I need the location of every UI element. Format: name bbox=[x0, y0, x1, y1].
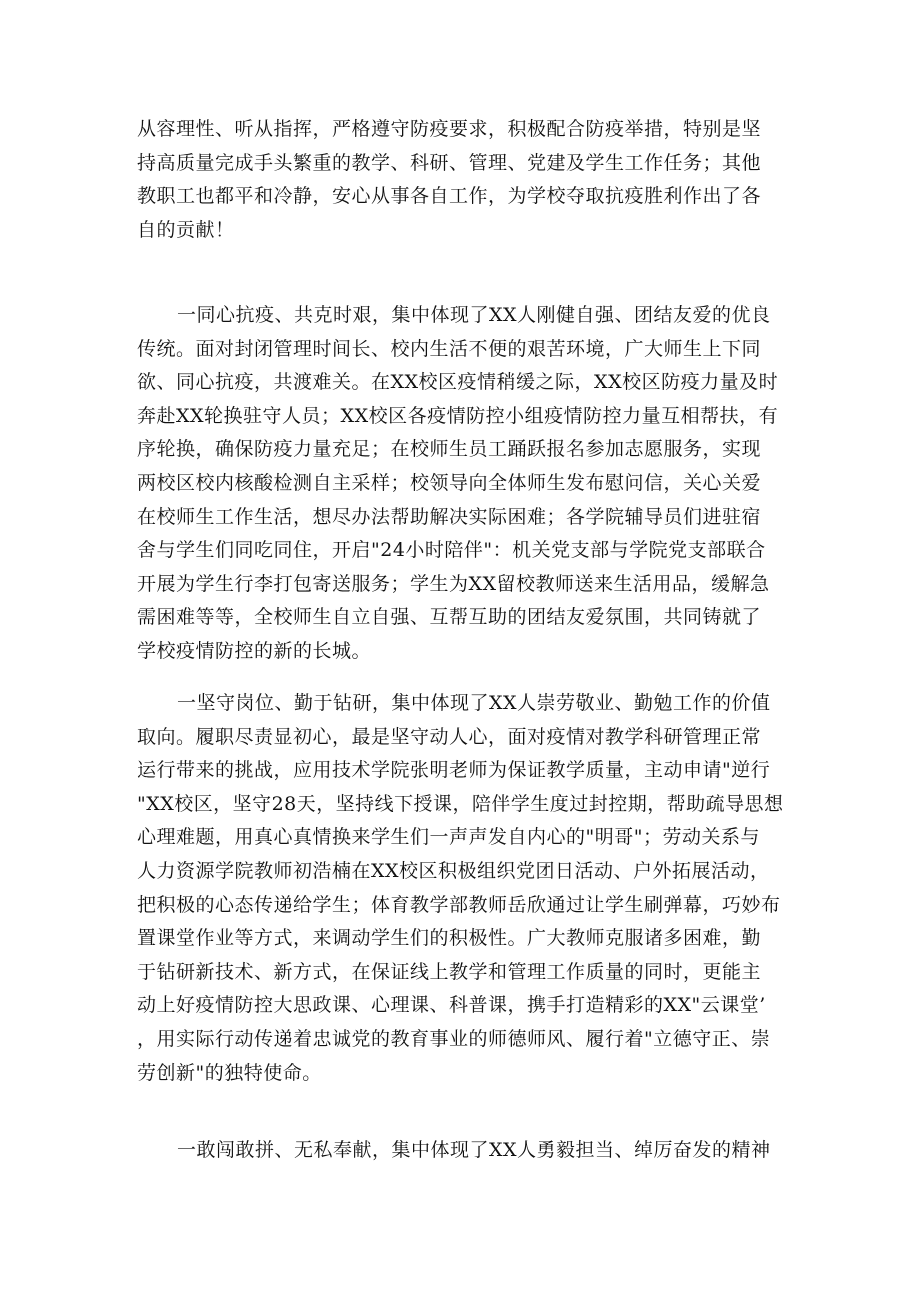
text-line: 一坚守岗位、勤于钻研，集中体现了XX人崇劳敬业、勤勉工作的价值 bbox=[177, 692, 771, 714]
text-line: "XX校区，坚守28天，坚持线下授课，陪伴学生度过封控期，帮助疏导思想 bbox=[137, 792, 784, 815]
paragraph-courage bbox=[137, 1134, 783, 1168]
text-line: 持高质量完成手头繁重的教学、科研、管理、党建及学生工作任务；其他 bbox=[137, 151, 762, 174]
text-line: 序轮换，确保防疫力量充足；在校师生员工踊跃报名参加志愿服务，实现 bbox=[137, 438, 762, 461]
text-line: 取向。履职尽责显初心，最是坚守动人心，面对疫情对教学科研管理正常 bbox=[137, 725, 762, 748]
text-line: 人力资源学院教师初浩楠在XX校区积极组织党团日活动、户外拓展活动， bbox=[137, 859, 770, 882]
paragraph-solidarity bbox=[137, 299, 783, 669]
text-line: 传统。面对封闭管理时间长、校内生活不便的艰苦环境，广大师生上下同 bbox=[137, 337, 762, 360]
text-line: 置课堂作业等方式，来调动学生们的积极性。广大教师克服诸多困难，勤 bbox=[137, 927, 762, 950]
text-line: 从容理性、听从指挥，严格遵守防疫要求，积极配合防疫举措，特别是坚 bbox=[137, 118, 762, 140]
text-line: 一敢闯敢拼、无私奉献，集中体现了XX人勇毅担当、绰厉奋发的精神 bbox=[177, 1139, 771, 1161]
text-line: 开展为学生行李打包寄送服务；学生为XX留校教师送来生活用品，缓解急 bbox=[137, 572, 770, 595]
paragraph-continuation bbox=[137, 113, 783, 247]
text-line: 动上好疫情防控大思政课、心理课、科普课，携手打造精彩的XX"云课堂’ bbox=[137, 994, 766, 1017]
text-line: 运行带来的挑战，应用技术学院张明老师为保证教学质量，主动申请"逆行 bbox=[137, 759, 771, 782]
paragraph-dedication bbox=[137, 687, 783, 1090]
text-line: 把积极的心态传递给学生；体育教学部教师岳欣通过让学生刷弹幕，巧妙布 bbox=[137, 893, 781, 916]
text-line: 学校疫情防控的新的长城。 bbox=[137, 639, 372, 662]
text-line: 奔赴XX轮换驻守人员；XX校区各疫情防控小组疫情防控力量互相帮扶，有 bbox=[137, 404, 779, 427]
text-line: 舍与学生们同吃同住，开启"24小时陪伴"：机关党支部与学院党支部联合 bbox=[137, 539, 766, 562]
text-line: 两校区校内核酸检测自主采样；校领导向全体师生发布慰问信，关心关爱 bbox=[137, 471, 762, 494]
text-line: ，用实际行动传递着忠诚党的教育事业的师德师风、履行着"立德守正、崇 bbox=[137, 1027, 771, 1050]
text-line: 劳创新"的独特使命。 bbox=[137, 1061, 322, 1084]
text-line: 需困难等等，全校师生自立自强、互帮互助的团结友爱氛围，共同铸就了 bbox=[137, 606, 762, 629]
text-line: 自的贡献！ bbox=[137, 218, 235, 241]
text-line: 于钻研新技术、新方式，在保证线上教学和管理工作质量的同时，更能主 bbox=[137, 960, 762, 983]
text-line: 一同心抗疫、共克时艰，集中体现了XX人刚健自强、团结友爱的优良 bbox=[177, 304, 771, 326]
text-line: 教职工也都平和冷静，安心从事各自工作，为学校夺取抗疫胜利作出了各 bbox=[137, 185, 762, 208]
text-line: 欲、同心抗疫，共渡难关。在XX校区疫情稍缓之际，XX校区防疫力量及时 bbox=[137, 371, 779, 394]
text-line: 在校师生工作生活，想尽办法帮助解决实际困难；各学院辅导员们进驻宿 bbox=[137, 505, 762, 528]
text-line: 心理难题，用真心真情换来学生们一声声发自内心的"明哥"；劳动关系与 bbox=[137, 826, 760, 849]
